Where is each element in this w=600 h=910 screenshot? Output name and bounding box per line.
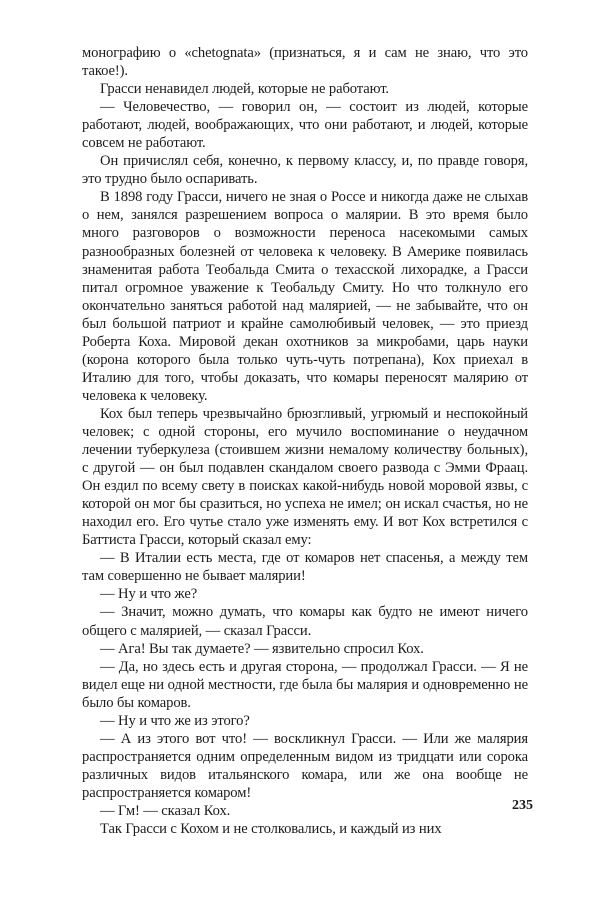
paragraph-2: Грасси ненавидел людей, которые не работают. [100, 81, 389, 98]
book-page-text [82, 44, 528, 838]
paragraph-10: — Ага! Вы так думаете? — язвительно спросил Кох. [100, 640, 424, 657]
paragraph-12: — Ну и что же из этого? [100, 712, 250, 729]
paragraph-14: — Гм! — сказал Кох. [100, 802, 231, 819]
paragraph-5: В 1898 году Грасси, ничего не зная о Россе и никогда даже не слыхав о нем, занялся разрешением вопроса о малярии. В это время было много разговоров о возможности переноса насекомыми самых разнообразных болезней от человека к человеку. В Америке появилась знаменитая работа Теобальда Смита о техасской лихорадке, а Грасси питал огромное уважение к Теобальду Смиту. Но что толкнуло его окончательно заняться работой над малярией, — не забывайте, что он был большой патриот и крайне самолюбивый человек, — это приезд Роберта Коха. Мировой декан охотников за микробами, царь науки (корона которого была только чуть-чуть потрепана), Кох приехал в Италию для того, чтобы доказать, что комары переносят малярию от человека к человеку. [82, 189, 528, 404]
paragraph-11: — Да, но здесь есть и другая сторона, — продолжал Грасси. — Я не видел еще ни одной местности, где была бы малярия и одновременно не было бы комаров. [82, 658, 528, 711]
paragraph-15: Так Грасси с Кохом и не столковались, и каждый из них [100, 821, 442, 838]
paragraph-13: — А из этого вот что! — воскликнул Грасси. — Или же малярия распространяется одним определенным видом из тридцати или сорока различных видов итальянского комара, или же она вообще не распространяется комаром! [82, 730, 528, 801]
paragraph-4: Он причислял себя, конечно, к первому классу, и, по правде говоря, это трудно было оспаривать. [82, 153, 528, 188]
paragraph-9: — Значит, можно думать, что комары как будто не имеют ничего общего с малярией, — сказал Грасси. [82, 604, 528, 639]
paragraph-8: — Ну и что же? [100, 586, 198, 603]
paragraph-6: Кох был теперь чрезвычайно брюзгливый, угрюмый и неспокойный человек; с одной стороны, его мучило воспоминание о неудачном лечении туберкулеза (стоившем жизни немалому количеству больных), с другой — он был подавлен скандалом своего развода с Эмми Фраац. Он ездил по всему свету в поисках какой-нибудь новой моровой язвы, с которой он мог бы сразиться, но успеха не имел; он искал счастья, но не находил его. Его чутье стало уже изменять ему. И вот Кох встретился с Баттиста Грасси, который сказал ему: [82, 405, 528, 549]
paragraph-1: монографию о «chetognata» (признаться, я и сам не знаю, что это такое!). [82, 45, 528, 80]
paragraph-3: — Человечество, — говорил он, — состоит из людей, которые работают, людей, воображающих, что они работают, и людей, которые совсем не работают. [82, 99, 528, 152]
paragraph-7: — В Италии есть места, где от комаров нет спасенья, а между тем там совершенно не бывает малярии! [82, 550, 528, 585]
page-number: 235 [512, 798, 533, 813]
